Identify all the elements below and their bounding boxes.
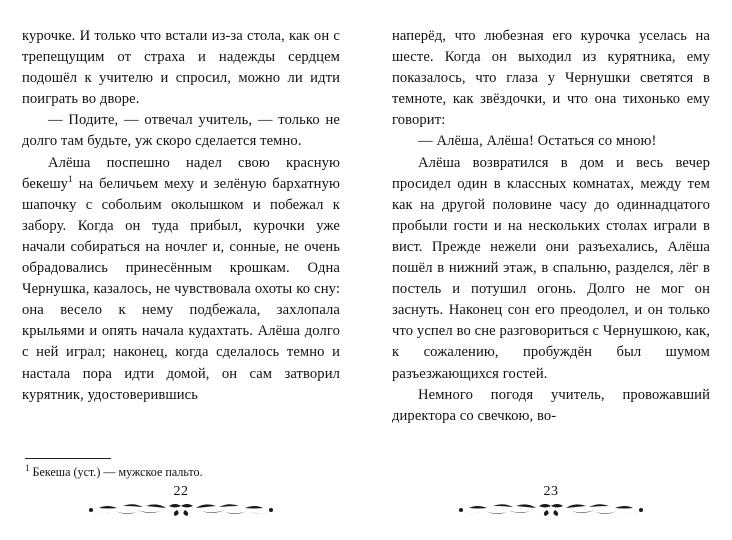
- left-page: [22, 26, 366, 540]
- paragraph: наперёд, что любезная его курочка уселась на шесте. Когда он выходил из курятника, ему показалось, что глаза у Чернушки светятся в темноте, как звёздочки, и что она тихонько ему говорит:: [392, 28, 710, 129]
- right-page: [366, 26, 710, 540]
- paragraph-text-part-a: Алёша поспешно надел свою красную бекешу$^1$ на беличьем меху и зелёную бархатную шапочку с собольим околышком и побежал к забору. Когда он туда прибыл, курочки уже начали собираться на ночлег и, сонные, не очень обрадовались принесённым крошкам. Одна Чернушка, казалось, не чувствовала охоты ко сну: она весело к нему подбежала, захлопала крыльями и опять начала кудахтать. Алёша долго с ней играл; наконец, когда сделалось темно и настала пора идти домой, он сам затворил курятник, удостоверившись: [22, 154, 340, 403]
- paragraph-dialogue: — Алёша, Алёша! Остаться со мною!: [418, 133, 657, 150]
- footnote: [22, 464, 340, 480]
- paragraph: [22, 153, 340, 406]
- left-page-body: [22, 26, 340, 406]
- paragraph: курочке. И только что встали из-за стола, как он с трепещущим от страха и надежды сердцем подошёл к учителю и спросил, можно ли идти поиграть во дворе.: [22, 28, 340, 108]
- ornament-left: [22, 502, 340, 518]
- footnote-rule: [25, 458, 111, 459]
- page-number-right: 23: [543, 484, 559, 499]
- right-page-spacer: [392, 427, 710, 480]
- left-page-footer: [22, 480, 340, 540]
- footnote-marker: 1: [25, 462, 30, 473]
- paragraph: Алёша возвратился в дом и весь вечер просидел один в классных комнатах, между тем как на другой половине часу до одиннадцатого пробыли гости и на нескольких столах играли в вист. Прежде нежели они разъехались, Алёша пошёл в нижний этаж, в спальню, разделся, лёг в постель и потушил огонь. Долго не мог он заснуть. Наконец сон его преодолел, и он только что успел во сне разговориться с Чернушкою, как, к сожалению, пробуждён был шумом разъезжающихся гостей.: [392, 154, 710, 382]
- right-page-body: [392, 26, 710, 427]
- ornament-right: [392, 502, 710, 518]
- page-number-left: 22: [173, 484, 189, 499]
- footnote-reference: 1: [68, 174, 73, 185]
- footnote-block: [22, 450, 340, 480]
- right-page-footer: [392, 480, 710, 540]
- paragraph: Немного погодя учитель, провожавший директора со свечкою, во-: [392, 386, 710, 424]
- paragraph-dialogue: — Подите, — отвечал учитель, — только не долго там будьте, уж скоро сделается темно.: [22, 112, 340, 150]
- footnote-text: Бекеша (уст.) — мужское пальто.: [32, 465, 203, 479]
